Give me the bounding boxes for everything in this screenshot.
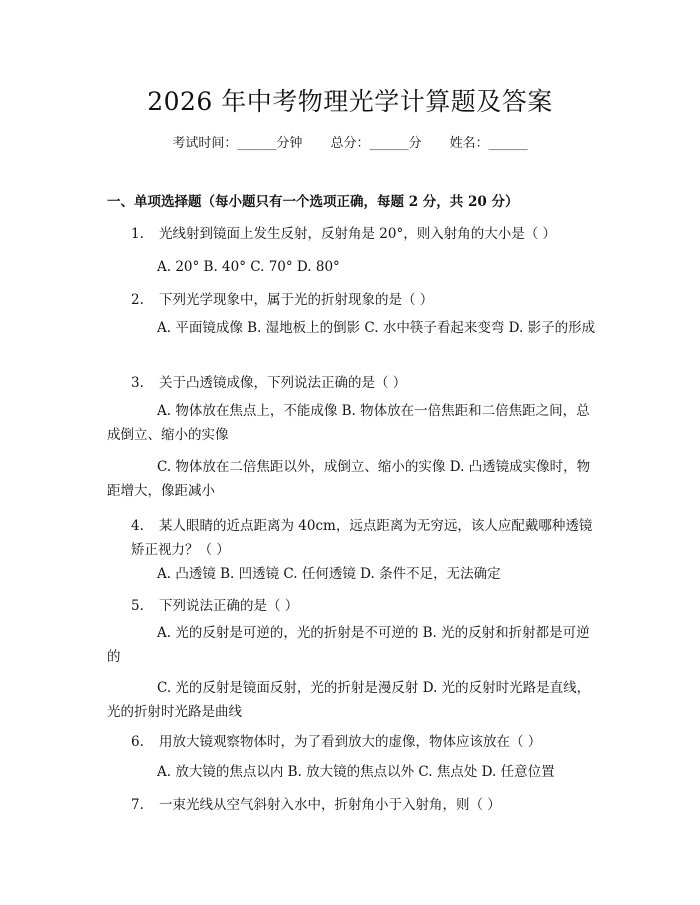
question-number: 2. — [131, 292, 144, 308]
question-text: 用放大镜观察物体时，为了看到放大的虚像，物体应该放在（ ） — [159, 734, 542, 750]
question-4 — [131, 514, 601, 562]
question-1 — [131, 224, 601, 244]
question-text: 一束光线从空气斜射入水中，折射角小于入射角，则（ ） — [159, 797, 501, 813]
question-5-options-cd: C. 光的反射是镜面反射，光的折射是漫反射 D. 光的反射时光路是直线，光的折射时光路是曲线 — [107, 680, 591, 720]
question-3 — [131, 373, 601, 393]
exam-info-line — [0, 132, 700, 151]
student-name-field: 姓名：______ — [449, 136, 528, 151]
question-6 — [131, 732, 601, 752]
question-text: 关于凸透镜成像，下列说法正确的是（ ） — [159, 375, 407, 391]
question-4-options: A. 凸透镜 B. 凹透镜 C. 任何透镜 D. 条件不足，无法确定 — [157, 566, 501, 582]
question-2-options: A. 平面镜成像 B. 湿地板上的倒影 C. 水中筷子看起来变弯 D. 影子的形成 — [157, 320, 596, 336]
question-number: 7. — [131, 797, 144, 813]
question-1-options: A. 20° B. 40° C. 70° D. 80° — [157, 259, 340, 275]
question-7 — [131, 795, 601, 815]
total-score-field: 总分：______分 — [330, 136, 422, 151]
question-2 — [131, 290, 601, 310]
page-title: 2026 年中考物理光学计算题及答案 — [147, 87, 553, 116]
question-text: 下列说法正确的是（ ） — [159, 598, 299, 614]
question-number: 5. — [131, 598, 144, 614]
question-5 — [131, 596, 601, 616]
question-number: 4. — [131, 518, 144, 534]
question-5-options-ab: A. 光的反射是可逆的，光的折射是不可逆的 B. 光的反射和折射都是可逆的 — [107, 625, 590, 665]
question-text: 某人眼睛的近点距离为 40cm，远点距离为无穷远，该人应配戴哪种透镜矫正视力？（ ） — [131, 518, 593, 558]
question-number: 6. — [131, 734, 144, 750]
question-number: 3. — [131, 375, 144, 391]
question-number: 1. — [131, 226, 144, 242]
question-3-options-cd: C. 物体放在二倍焦距以外，成倒立、缩小的实像 D. 凸透镜成实像时，物距增大，像距减小 — [107, 459, 591, 499]
question-6-options: A. 放大镜的焦点以内 B. 放大镜的焦点以外 C. 焦点处 D. 任意位置 — [157, 764, 555, 780]
question-3-options-ab: A. 物体放在焦点上，不能成像 B. 物体放在一倍焦距和二倍焦距之间，总成倒立、缩小的实像 — [107, 403, 590, 443]
question-text: 下列光学现象中，属于光的折射现象的是（ ） — [159, 292, 434, 308]
section-heading: 一、单项选择题（每小题只有一个选项正确，每题 2 分，共 20 分） — [107, 194, 519, 210]
exam-time-field: 考试时间：______分钟 — [172, 136, 303, 151]
question-text: 光线射到镜面上发生反射，反射角是 20°，则入射角的大小是（ ） — [159, 226, 557, 242]
